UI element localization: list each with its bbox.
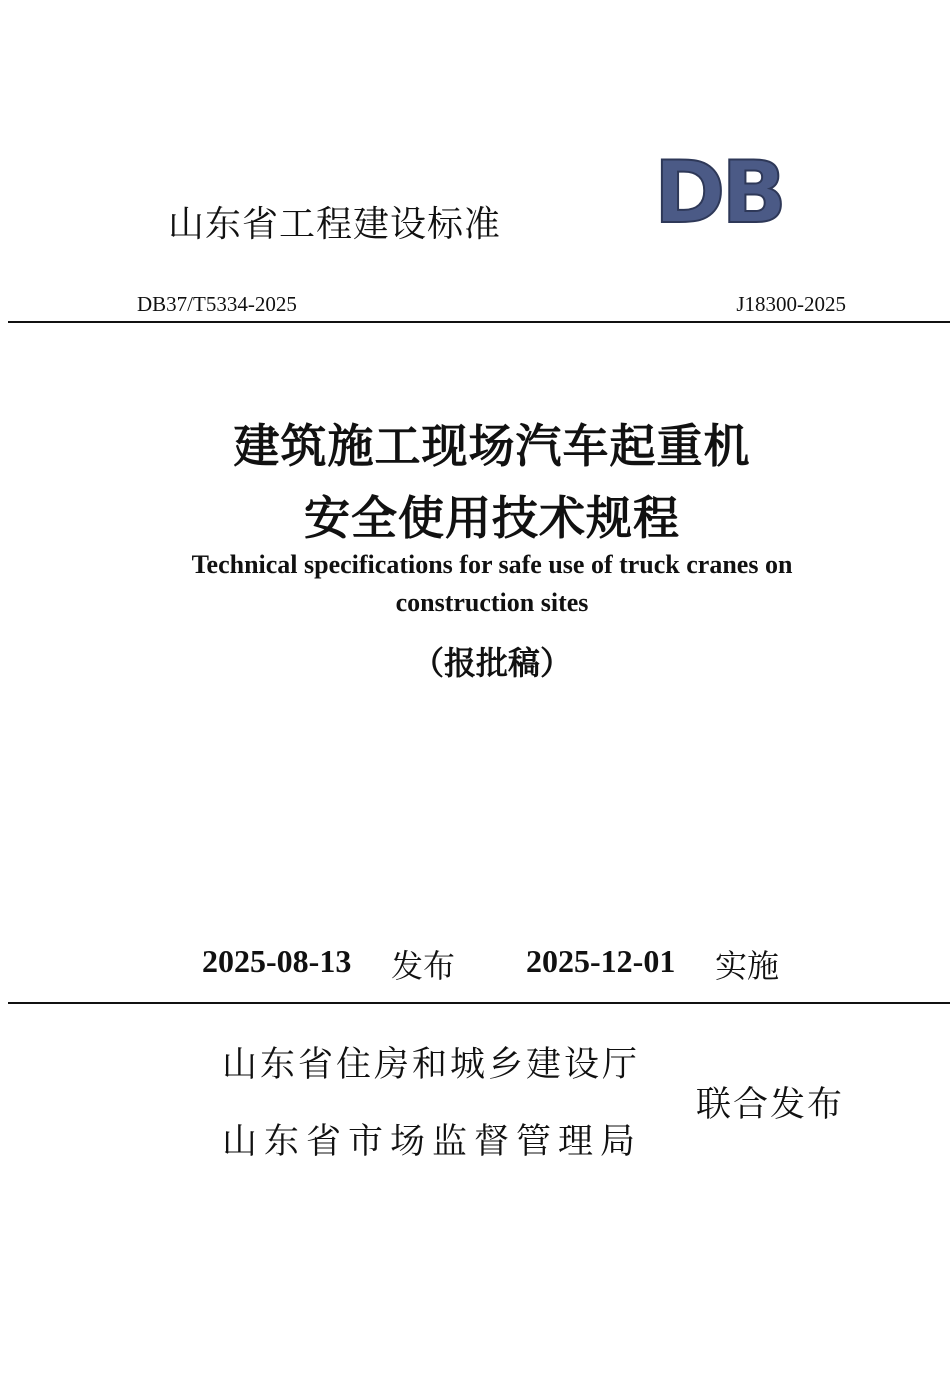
draft-note: （报批稿） [411, 644, 572, 682]
issuer-market-regulation: 山东省市场监督管理局 [222, 1122, 643, 1162]
standard-category: 山东省工程建设标准 [168, 204, 502, 245]
issuer-housing-department: 山东省住房和城乡建设厅 [222, 1045, 641, 1085]
top-divider [8, 321, 950, 323]
title-en-line2: construction sites [395, 588, 589, 617]
title-cn-line2: 安全使用技术规程 [304, 491, 680, 545]
joint-publish-label: 联合发布 [696, 1085, 845, 1125]
publish-date: 2025-08-13 [202, 943, 352, 979]
title-en-line1: Technical specifications for safe use of truck cranes on [191, 550, 793, 579]
record-number: J18300-2025 [736, 292, 846, 316]
db-logo-text: DB [654, 150, 783, 230]
bottom-divider [8, 1002, 950, 1004]
title-cn-line1: 建筑施工现场汽车起重机 [233, 419, 751, 473]
publish-label: 发布 [391, 947, 456, 985]
standard-number: DB37/T5334-2025 [137, 292, 297, 316]
db-logo [652, 150, 814, 230]
effective-date: 2025-12-01 [526, 943, 676, 979]
effective-label: 实施 [715, 947, 780, 985]
